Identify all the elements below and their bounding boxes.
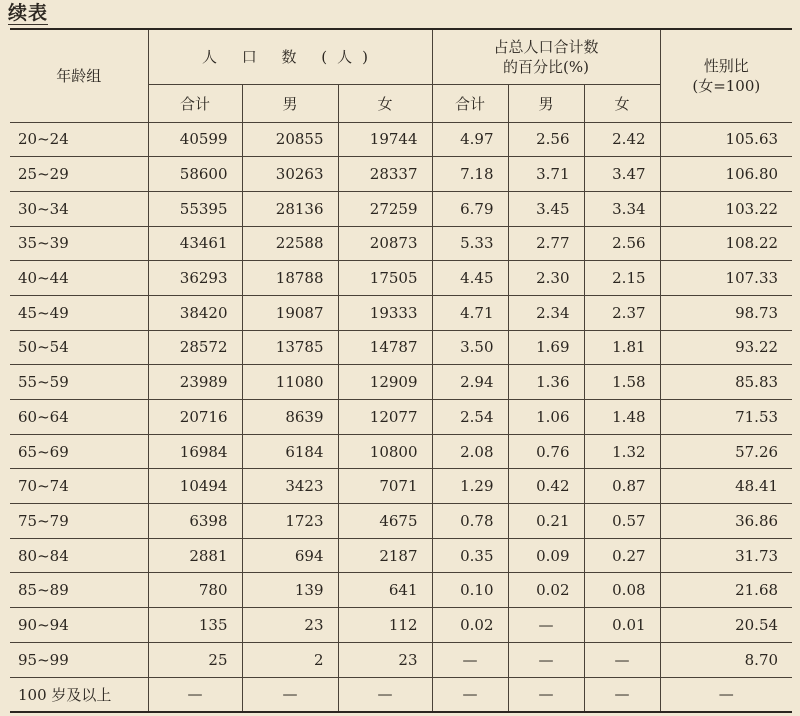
- table-row: [10, 608, 792, 643]
- cell-age-group: 95~99: [10, 642, 148, 677]
- cell-age-group: 25~29: [10, 157, 148, 192]
- cell-pct-female: 0.27: [584, 538, 660, 573]
- table-row: [10, 261, 792, 296]
- cell-pct-total: 0.35: [432, 538, 508, 573]
- cell-pop-total: 55395: [148, 191, 242, 226]
- cell-pct-male: 3.45: [508, 191, 584, 226]
- cell-pop-female: 28337: [338, 157, 432, 192]
- cell-pop-female: 10800: [338, 434, 432, 469]
- cell-pop-female: 7071: [338, 469, 432, 504]
- cell-pct-female: 0.87: [584, 469, 660, 504]
- cell-pop-male: 6184: [242, 434, 338, 469]
- header-pct-female: 女: [584, 84, 660, 122]
- cell-sex-ratio: 71.53: [660, 400, 792, 435]
- cell-pct-total: —: [432, 677, 508, 712]
- cell-pct-total: 7.18: [432, 157, 508, 192]
- cell-pct-total: 3.50: [432, 330, 508, 365]
- cell-age-group: 65~69: [10, 434, 148, 469]
- cell-pop-male: 22588: [242, 226, 338, 261]
- header-population: 人 口 数 (人): [148, 29, 432, 84]
- cell-pop-female: 12077: [338, 400, 432, 435]
- cell-pop-total: 38420: [148, 295, 242, 330]
- cell-sex-ratio: 98.73: [660, 295, 792, 330]
- table-body: [10, 122, 792, 712]
- cell-pop-total: 2881: [148, 538, 242, 573]
- cell-sex-ratio: 103.22: [660, 191, 792, 226]
- header-pct-total: 合计: [432, 84, 508, 122]
- cell-pct-male: 0.09: [508, 538, 584, 573]
- cell-pct-total: 4.97: [432, 122, 508, 157]
- cell-age-group: 100 岁及以上: [10, 677, 148, 712]
- cell-pct-male: —: [508, 608, 584, 643]
- cell-pop-male: 3423: [242, 469, 338, 504]
- cell-pop-total: 36293: [148, 261, 242, 296]
- cell-pop-female: 641: [338, 573, 432, 608]
- cell-pop-male: 11080: [242, 365, 338, 400]
- cell-pct-male: 2.77: [508, 226, 584, 261]
- cell-pct-male: 0.21: [508, 504, 584, 539]
- cell-pct-male: 0.42: [508, 469, 584, 504]
- cell-pop-female: 112: [338, 608, 432, 643]
- table-row: [10, 677, 792, 712]
- header-percent: [432, 29, 660, 84]
- cell-sex-ratio: 108.22: [660, 226, 792, 261]
- header-pop-female: 女: [338, 84, 432, 122]
- header-percent-line1: 占总人口合计数: [493, 37, 599, 56]
- cell-pop-total: 20716: [148, 400, 242, 435]
- cell-sex-ratio: 85.83: [660, 365, 792, 400]
- cell-pop-female: —: [338, 677, 432, 712]
- population-table: [10, 28, 792, 713]
- cell-pct-female: 1.48: [584, 400, 660, 435]
- cell-pct-total: 6.79: [432, 191, 508, 226]
- cell-age-group: 90~94: [10, 608, 148, 643]
- cell-sex-ratio: 105.63: [660, 122, 792, 157]
- table-row: [10, 365, 792, 400]
- cell-pct-male: —: [508, 642, 584, 677]
- cell-age-group: 30~34: [10, 191, 148, 226]
- cell-pct-male: 2.34: [508, 295, 584, 330]
- cell-pct-female: 0.57: [584, 504, 660, 539]
- table-row: [10, 157, 792, 192]
- cell-pop-male: 30263: [242, 157, 338, 192]
- cell-pop-female: 14787: [338, 330, 432, 365]
- cell-pop-male: 2: [242, 642, 338, 677]
- cell-pop-male: 139: [242, 573, 338, 608]
- cell-pct-female: 2.56: [584, 226, 660, 261]
- cell-pct-female: 0.01: [584, 608, 660, 643]
- cell-pct-female: 3.47: [584, 157, 660, 192]
- header-sex-ratio: [660, 29, 792, 122]
- cell-pop-male: 8639: [242, 400, 338, 435]
- cell-pct-total: 2.08: [432, 434, 508, 469]
- cell-pct-total: —: [432, 642, 508, 677]
- table-row: [10, 191, 792, 226]
- table-row: [10, 295, 792, 330]
- table-row: [10, 469, 792, 504]
- cell-pop-total: 40599: [148, 122, 242, 157]
- cell-sex-ratio: 107.33: [660, 261, 792, 296]
- cell-pct-total: 0.78: [432, 504, 508, 539]
- header-age-group: 年龄组: [10, 29, 148, 122]
- cell-pct-female: 1.81: [584, 330, 660, 365]
- table-row: [10, 538, 792, 573]
- cell-pct-female: 2.15: [584, 261, 660, 296]
- cell-pct-total: 0.10: [432, 573, 508, 608]
- cell-pop-male: 19087: [242, 295, 338, 330]
- cell-pop-male: 694: [242, 538, 338, 573]
- cell-pop-female: 19744: [338, 122, 432, 157]
- cell-age-group: 20~24: [10, 122, 148, 157]
- cell-pct-female: 1.58: [584, 365, 660, 400]
- cell-pop-male: 23: [242, 608, 338, 643]
- cell-age-group: 50~54: [10, 330, 148, 365]
- header-pop-male: 男: [242, 84, 338, 122]
- cell-pct-male: 1.36: [508, 365, 584, 400]
- cell-age-group: 85~89: [10, 573, 148, 608]
- cell-pop-female: 20873: [338, 226, 432, 261]
- cell-pct-female: 3.34: [584, 191, 660, 226]
- cell-pct-male: 3.71: [508, 157, 584, 192]
- table-row: [10, 642, 792, 677]
- cell-age-group: 70~74: [10, 469, 148, 504]
- header-sex-ratio-line2: (女=100): [692, 76, 761, 95]
- cell-sex-ratio: 31.73: [660, 538, 792, 573]
- cell-pct-female: —: [584, 677, 660, 712]
- cell-pop-male: 28136: [242, 191, 338, 226]
- cell-pct-male: 2.56: [508, 122, 584, 157]
- table-row: [10, 434, 792, 469]
- cell-pct-male: 1.06: [508, 400, 584, 435]
- cell-pct-male: 0.02: [508, 573, 584, 608]
- cell-pop-male: 13785: [242, 330, 338, 365]
- cell-pop-male: 20855: [242, 122, 338, 157]
- cell-pop-male: 1723: [242, 504, 338, 539]
- cell-pct-female: 2.37: [584, 295, 660, 330]
- cell-sex-ratio: 93.22: [660, 330, 792, 365]
- cell-sex-ratio: —: [660, 677, 792, 712]
- cell-pct-total: 1.29: [432, 469, 508, 504]
- cell-pct-male: 1.69: [508, 330, 584, 365]
- cell-pop-male: —: [242, 677, 338, 712]
- cell-pop-female: 2187: [338, 538, 432, 573]
- cell-sex-ratio: 57.26: [660, 434, 792, 469]
- cell-pop-female: 12909: [338, 365, 432, 400]
- table-row: [10, 122, 792, 157]
- cell-age-group: 60~64: [10, 400, 148, 435]
- table-title: 续表: [8, 2, 49, 24]
- header-percent-line2: 的百分比(%): [503, 57, 590, 76]
- cell-pop-total: 6398: [148, 504, 242, 539]
- table-row: [10, 226, 792, 261]
- table-row: [10, 504, 792, 539]
- cell-pct-total: 2.94: [432, 365, 508, 400]
- table-row: [10, 330, 792, 365]
- table-row: [10, 400, 792, 435]
- cell-sex-ratio: 48.41: [660, 469, 792, 504]
- cell-sex-ratio: 21.68: [660, 573, 792, 608]
- cell-age-group: 35~39: [10, 226, 148, 261]
- cell-age-group: 75~79: [10, 504, 148, 539]
- cell-pct-total: 5.33: [432, 226, 508, 261]
- cell-pct-female: —: [584, 642, 660, 677]
- cell-pct-total: 4.45: [432, 261, 508, 296]
- header-pop-total: 合计: [148, 84, 242, 122]
- header-row-top: [10, 29, 792, 84]
- cell-pop-female: 17505: [338, 261, 432, 296]
- cell-pct-female: 1.32: [584, 434, 660, 469]
- cell-pop-total: —: [148, 677, 242, 712]
- cell-pop-total: 135: [148, 608, 242, 643]
- cell-pop-total: 25: [148, 642, 242, 677]
- cell-pop-total: 43461: [148, 226, 242, 261]
- cell-pop-total: 28572: [148, 330, 242, 365]
- cell-sex-ratio: 20.54: [660, 608, 792, 643]
- header-pct-male: 男: [508, 84, 584, 122]
- cell-pop-total: 16984: [148, 434, 242, 469]
- cell-pct-total: 2.54: [432, 400, 508, 435]
- header-sex-ratio-line1: 性别比: [703, 56, 749, 75]
- cell-pct-male: 2.30: [508, 261, 584, 296]
- cell-age-group: 55~59: [10, 365, 148, 400]
- cell-pop-female: 27259: [338, 191, 432, 226]
- cell-age-group: 40~44: [10, 261, 148, 296]
- cell-pop-female: 4675: [338, 504, 432, 539]
- cell-pop-male: 18788: [242, 261, 338, 296]
- cell-pop-total: 10494: [148, 469, 242, 504]
- cell-age-group: 45~49: [10, 295, 148, 330]
- cell-pop-total: 58600: [148, 157, 242, 192]
- cell-age-group: 80~84: [10, 538, 148, 573]
- cell-pop-total: 780: [148, 573, 242, 608]
- cell-pct-total: 0.02: [432, 608, 508, 643]
- cell-sex-ratio: 8.70: [660, 642, 792, 677]
- cell-pct-female: 2.42: [584, 122, 660, 157]
- cell-pop-total: 23989: [148, 365, 242, 400]
- cell-pct-male: —: [508, 677, 584, 712]
- cell-pct-female: 0.08: [584, 573, 660, 608]
- table-row: [10, 573, 792, 608]
- cell-sex-ratio: 36.86: [660, 504, 792, 539]
- cell-pop-female: 23: [338, 642, 432, 677]
- cell-sex-ratio: 106.80: [660, 157, 792, 192]
- cell-pct-total: 4.71: [432, 295, 508, 330]
- cell-pop-female: 19333: [338, 295, 432, 330]
- cell-pct-male: 0.76: [508, 434, 584, 469]
